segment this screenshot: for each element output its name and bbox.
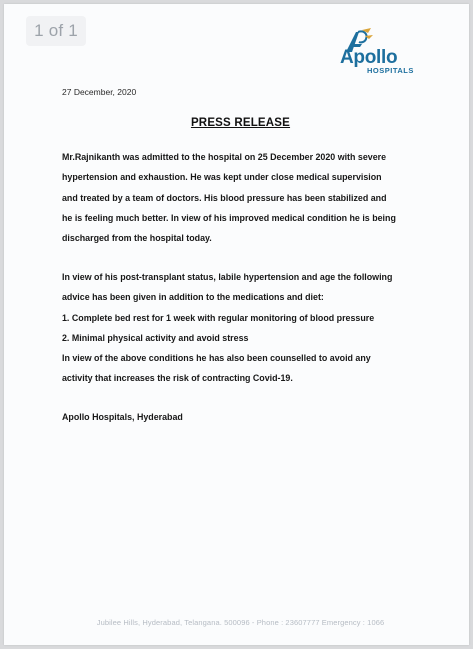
paragraph-line: advice has been given in addition to the medications and diet: (62, 292, 324, 303)
release-date: 27 December, 2020 (62, 87, 137, 97)
paragraph-line: In view of his post-transplant status, labile hypertension and age the following (62, 272, 393, 282)
paragraph-line: Mr.Rajnikanth was admitted to the hospital on 25 December 2020 with severe (62, 152, 387, 162)
paragraph-line: activity that increases the risk of contracting Covid-19. (62, 373, 293, 384)
press-release-title: PRESS RELEASE (190, 117, 291, 129)
document-page (4, 4, 469, 645)
page-indicator: 1 of 1 (26, 16, 86, 46)
signoff: Apollo Hospitals, Hyderabad (62, 412, 183, 422)
paragraph-line: he is feeling much better. In view of his improved medical condition he is being (62, 212, 396, 223)
logo-subtitle: HOSPITALS (367, 66, 414, 75)
apollo-logo (334, 28, 412, 76)
footer-address: Jubilee Hills, Hyderabad, Telangana. 500096 - Phone : 23607777 Emergency : 1066 (96, 618, 385, 627)
body-paragraph-2 (62, 267, 417, 389)
paragraph-line: and treated by a team of doctors. His blood pressure has been stabilized and (62, 192, 387, 203)
body-paragraph-1 (62, 147, 417, 248)
paragraph-line: hypertension and exhaustion. He was kept under close medical supervision (62, 172, 382, 183)
logo-name: Apollo (340, 47, 398, 68)
paragraph-line: discharged from the hospital today. (62, 233, 212, 244)
paragraph-line: In view of the above conditions he has also been counselled to avoid any (62, 353, 371, 364)
paragraph-line: 2. Minimal physical activity and avoid stress (62, 332, 249, 343)
paragraph-line: 1. Complete bed rest for 1 week with regular monitoring of blood pressure (62, 312, 375, 323)
